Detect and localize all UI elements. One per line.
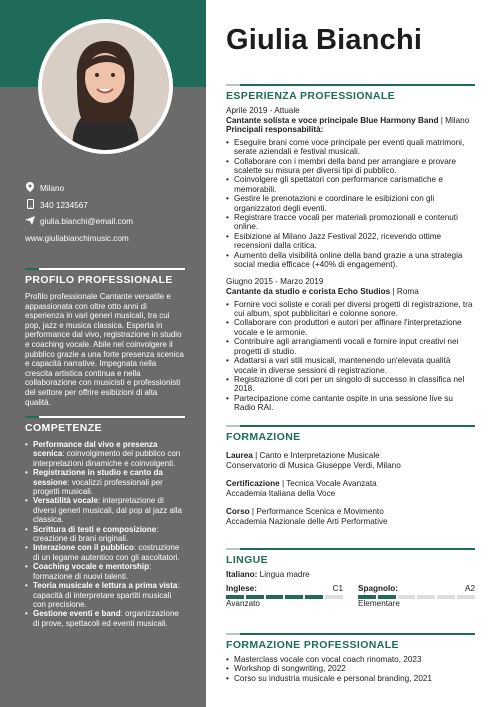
profile-title: PROFILO PROFESSIONALE — [25, 274, 173, 286]
languages-title: LINGUE — [226, 554, 269, 566]
phone-icon — [25, 199, 35, 211]
portrait-illustration — [42, 23, 169, 150]
list-item: • Gestire le prenotazioni e coordinare le esibizioni con gli organizzatori degli eventi. — [226, 194, 475, 213]
training-title: FORMAZIONE PROFESSIONALE — [226, 639, 399, 651]
list-item: • Coinvolgere gli spettatori con performance carismatiche e memorabili. — [226, 175, 475, 194]
list-item: • Partecipazione come cantante ospite in una sessione live su Radio RAI. — [226, 394, 475, 413]
list-item: • Eseguire brani come voce principale per eventi quali matrimoni, serate aziendali e festival musicali. — [226, 138, 475, 157]
list-item: • Coaching vocale e mentorship: formazione di nuovi talenti. — [25, 562, 185, 581]
mother-tongue: Italiano: Lingua madre — [226, 570, 310, 579]
sidebar — [0, 0, 206, 707]
list-item: • Versatilità vocale: interpretazione di diversi generi musicali, dal pop al jazz alla classica. — [25, 496, 185, 524]
skills-list — [25, 440, 185, 628]
location-text: Milano — [40, 183, 65, 193]
level-segment — [246, 595, 264, 599]
send-icon — [25, 216, 35, 227]
contact-website[interactable] — [25, 234, 129, 243]
list-item: • Registrare tracce vocali per materiali promozionali e contenuti online. — [226, 213, 475, 232]
section-divider — [25, 416, 185, 418]
education-institution: Conservatorio di Musica Giuseppe Verdi, Milano — [226, 460, 401, 470]
responsibilities-label: Principali responsabilità: — [226, 125, 324, 135]
list-item: • Esibizione al Milano Jazz Festival 2022, ricevendo ottime recensioni dalla critica. — [226, 232, 475, 251]
section-divider — [226, 425, 475, 427]
education-title: FORMAZIONE — [226, 431, 301, 443]
education-institution: Accademia Nazionale delle Arti Performative — [226, 516, 388, 526]
level-text: Avanzato — [226, 598, 260, 608]
level-segment — [305, 595, 323, 599]
level-text: Elementare — [358, 598, 400, 608]
profile-photo — [38, 19, 173, 154]
skills-title: COMPETENZE — [25, 422, 102, 434]
level-bar — [226, 595, 343, 599]
list-item: • Gestione eventi e band: organizzazione di prove, spettacoli ed eventi musicali. — [25, 609, 185, 628]
spacer — [226, 498, 475, 507]
experience-title: ESPERIENZA PROFESSIONALE — [226, 90, 396, 102]
level-segment — [378, 595, 396, 599]
job-period: Aprile 2019 - Attuale — [226, 106, 300, 115]
profile-text: Profilo professionale Cantante versatile e appassionata con oltre otto anni di esperienza in vari generi musicali, tra cui pop, jazz e musica classica. Esperta in performance dal vivo, registrazione in studio e coaching vocale. Abile nel coinvolgere il pubblico grazie a una forte presenza scenica e capacità narrative. Impegnata nella crescita artistica continua e nella collaborazione con musicisti e professionisti del settore per offrire esibizioni di alta qualità. — [25, 292, 184, 407]
level-segment — [226, 595, 244, 599]
language-levels — [226, 584, 475, 608]
language-spanish: Spagnolo: A2 Elementare — [358, 583, 475, 608]
location-pin-icon — [25, 182, 35, 194]
level-segment — [457, 595, 475, 599]
candidate-name: Giulia Bianchi — [226, 24, 423, 56]
job-bullets — [226, 300, 475, 413]
website-link[interactable]: www.giuliabianchimusic.com — [25, 234, 129, 243]
job-role-line: Cantante da studio e corista Echo Studios | Roma — [226, 287, 419, 297]
contact-phone — [25, 199, 88, 211]
level-segment — [285, 595, 303, 599]
list-item: • Performance dal vivo e presenza scenica: coinvolgimento del pubblico con interpretazioni dinamiche e coinvolgenti. — [25, 440, 185, 468]
email-text[interactable]: giulia.bianchi@email.com — [40, 217, 133, 226]
job-role-line: Cantante solista e voce principale Blue Harmony Band | Milano — [226, 115, 470, 125]
list-item: • Collaborare con i membri della band per arrangiare e provare scalette su misura per diversi tipi di pubblico. — [226, 157, 475, 176]
section-divider — [226, 548, 475, 550]
level-segment — [437, 595, 455, 599]
level-segment — [358, 595, 376, 599]
list-item: • Interazione con il pubblico: costruzione di un legame autentico con gli ascoltatori. — [25, 543, 185, 562]
section-divider — [25, 268, 185, 270]
list-item: • Registrazione in studio e canto da sessione: vocalizzi professionali per progetti musicali. — [25, 468, 185, 496]
experience-section — [226, 84, 475, 413]
list-item: • Teoria musicale e lettura a prima vista: capacità di interpretare spartiti musicali con precisione. — [25, 581, 185, 609]
section-divider — [226, 633, 475, 635]
list-item: • Scrittura di testi e composizione: creazione di brani originali. — [25, 525, 185, 544]
education-item: Certificazione | Tecnica Vocale Avanzata — [226, 479, 377, 489]
section-divider — [226, 84, 475, 86]
list-item: • Adattarsi a vari stili musicali, mantenendo un'elevata qualità vocale in diverse sessioni di registrazione. — [226, 356, 475, 375]
level-segment — [266, 595, 284, 599]
level-segment — [325, 595, 343, 599]
list-item: • Workshop di songwriting, 2022 — [226, 664, 475, 673]
level-segment — [398, 595, 416, 599]
contact-email[interactable] — [25, 216, 133, 227]
languages-section — [226, 548, 475, 608]
list-item: • Collaborare con produttori e autori per affinare l'interpretazione vocale e le armonie. — [226, 318, 475, 337]
job-bullets — [226, 138, 475, 270]
spacer — [226, 470, 475, 479]
education-institution: Accademia Italiana della Voce — [226, 488, 336, 498]
training-list — [226, 655, 475, 683]
education-section — [226, 425, 475, 527]
spacer — [226, 269, 475, 277]
list-item: • Fornire voci soliste e corali per diversi progetti di registrazione, tra cui album, spot pubblicitari e colonne sonore. — [226, 300, 475, 319]
education-item: Laurea | Canto e Interpretazione Musicale — [226, 451, 380, 460]
level-segment — [417, 595, 435, 599]
profile-section — [25, 268, 185, 407]
contact-location — [25, 182, 64, 194]
skills-section — [25, 416, 185, 628]
language-english: Inglese: C1 Avanzato — [226, 583, 343, 608]
list-item: • Aumento della visibilità online della band grazie a una strategia social media efficace (+40% di engagement). — [226, 251, 475, 270]
level-bar — [358, 595, 475, 599]
training-section — [226, 633, 475, 683]
education-item: Corso | Performance Scenica e Movimento — [226, 507, 384, 517]
list-item: • Masterclass vocale con vocal coach rinomato, 2023 — [226, 655, 475, 664]
list-item: • Contribuire agli arrangiamenti vocali e fornire input creativi nei progetti di studio. — [226, 337, 475, 356]
job-period: Giugno 2015 - Marzo 2019 — [226, 277, 324, 287]
phone-text: 340 1234567 — [40, 200, 88, 210]
list-item: • Corso su industria musicale e personal branding, 2021 — [226, 674, 475, 683]
list-item: • Registrazione di cori per un singolo di successo in classifica nel 2018. — [226, 375, 475, 394]
avatar — [42, 23, 169, 150]
